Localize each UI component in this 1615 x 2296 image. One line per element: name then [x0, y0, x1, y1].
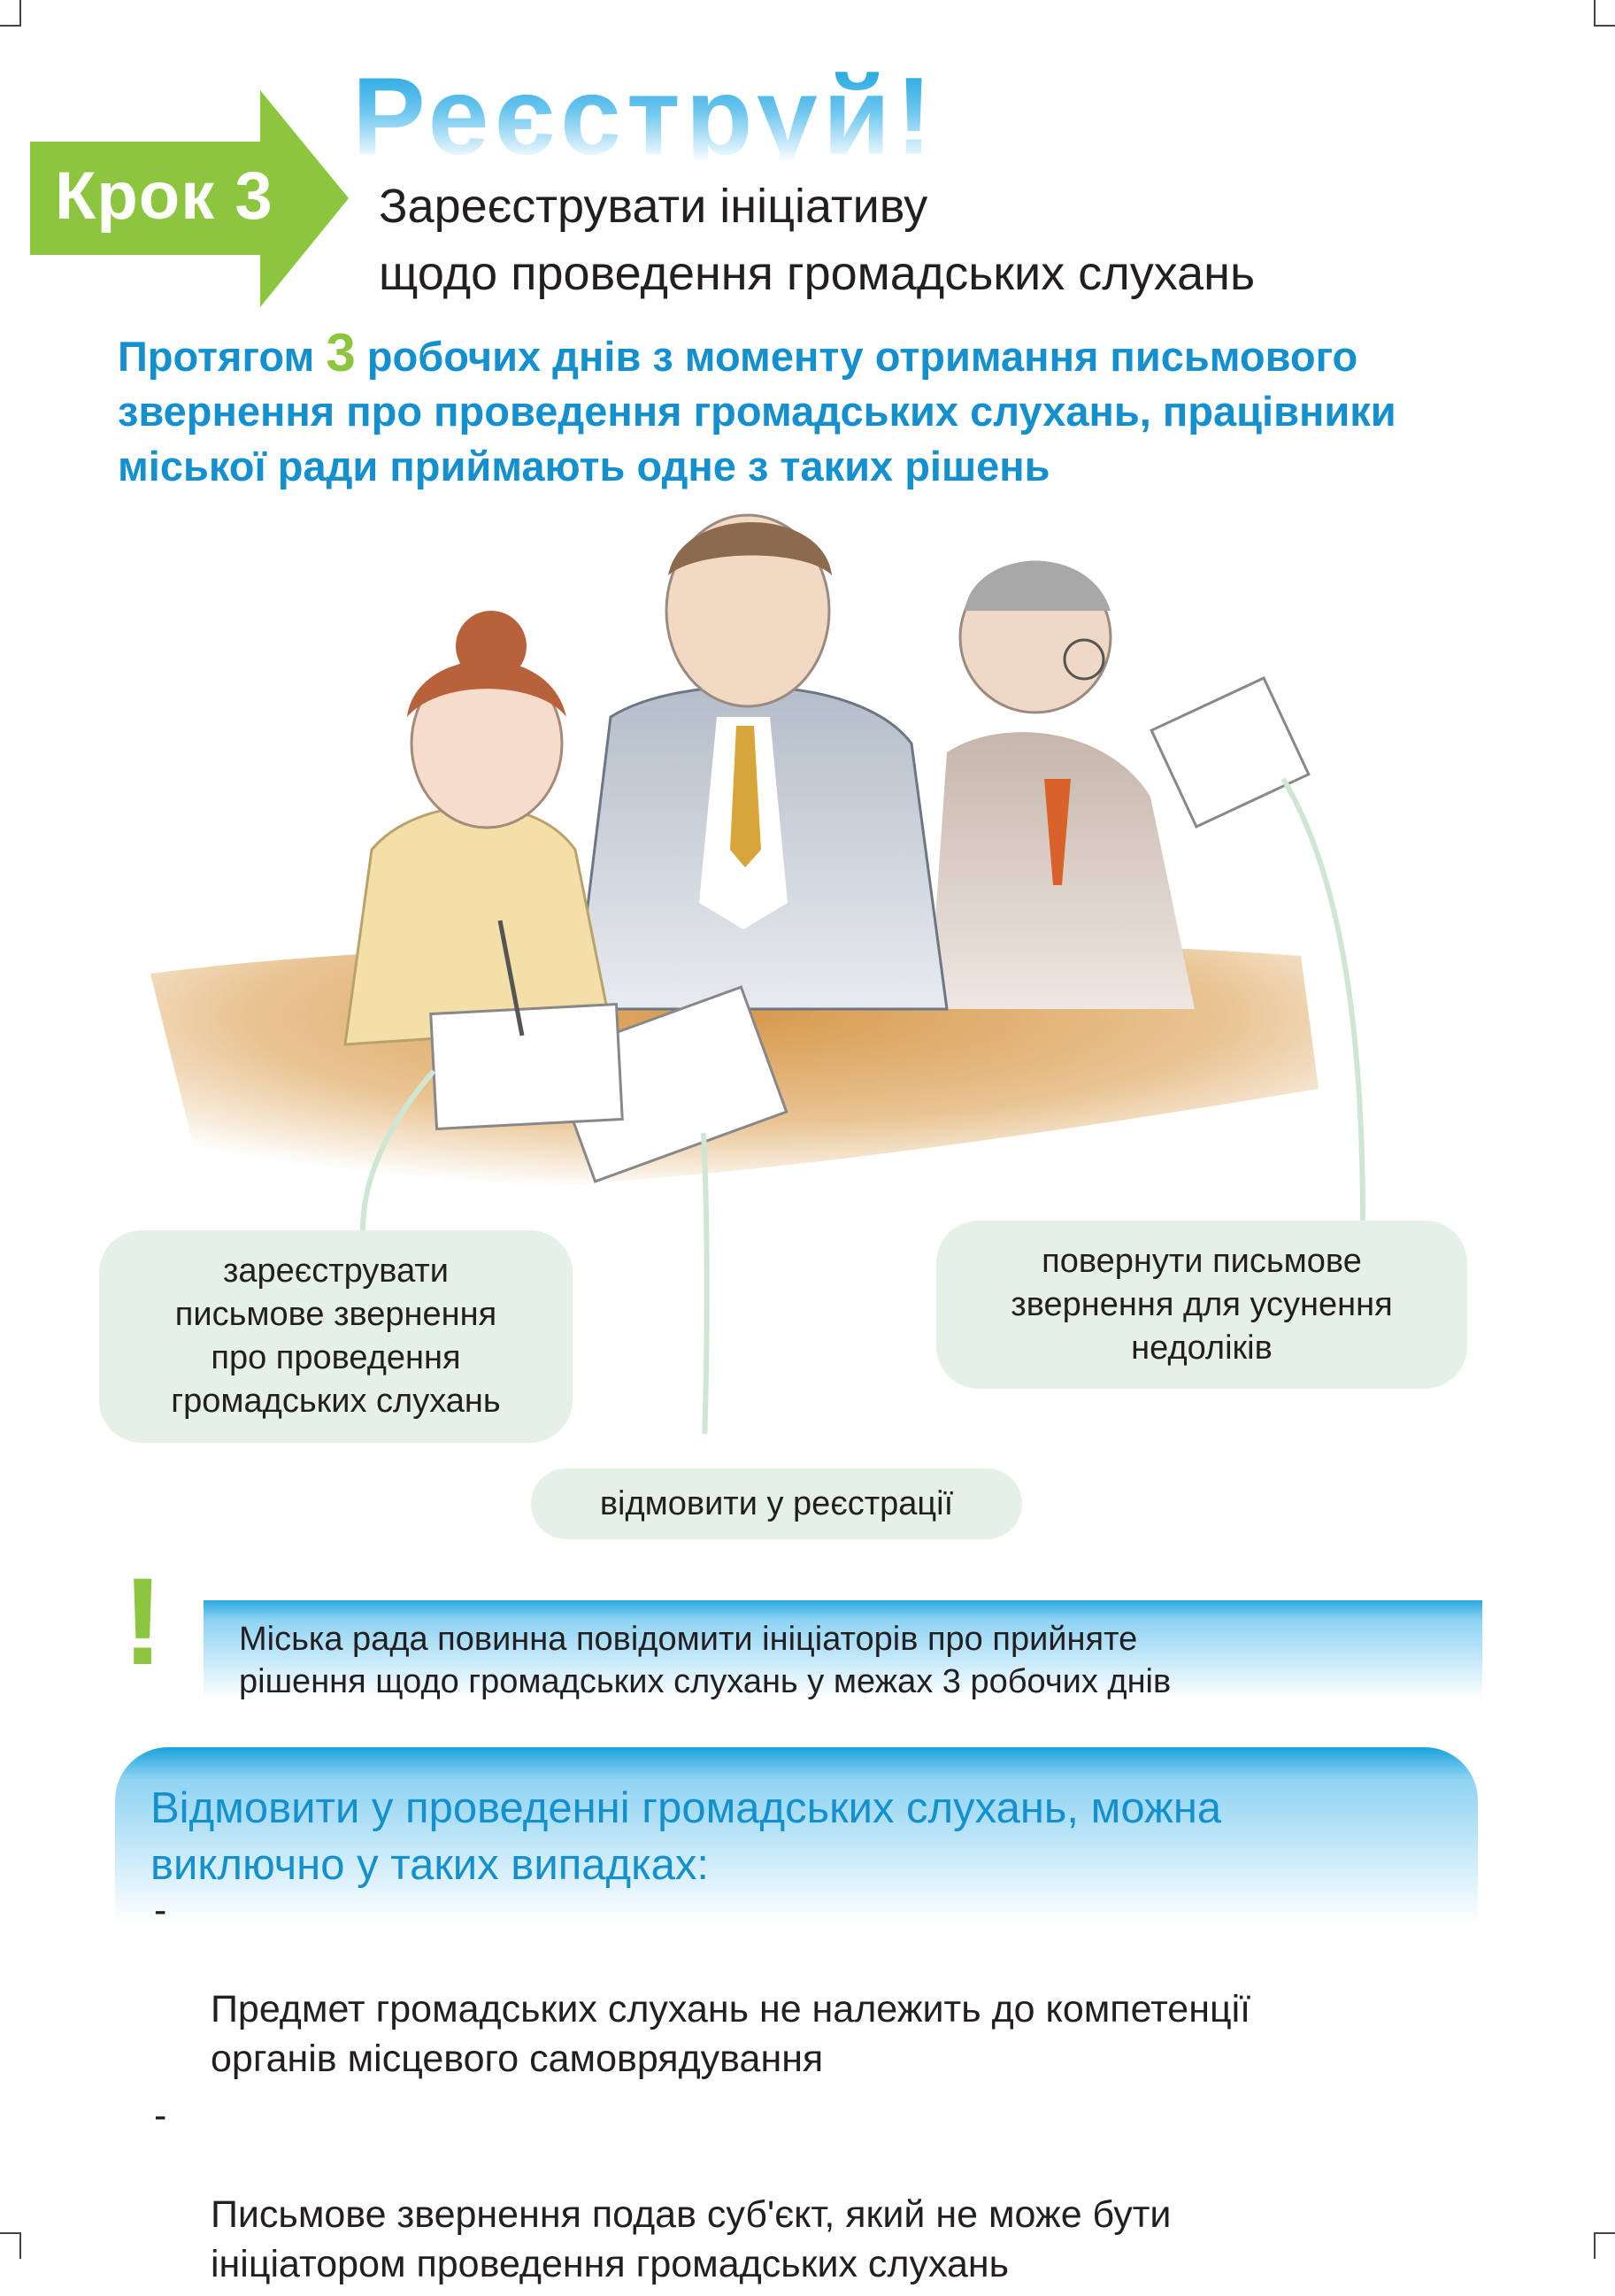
subtitle [379, 173, 1255, 307]
intro-paragraph [118, 323, 1551, 494]
bullet-dash: - [154, 2094, 167, 2137]
connector-refuse [704, 1133, 707, 1434]
refusal-cases-list [150, 1885, 1478, 2296]
exclamation-icon: ! [122, 1552, 164, 1691]
crop-mark-top-right [1594, 0, 1615, 27]
option-refuse-text: відмовити у реєстрації [599, 1484, 954, 1522]
notice-text: Міська рада повинна повідомити ініціаторів про прийняте рішення щодо громадських слухань у межах 3 робочих днів [239, 1621, 1172, 1700]
crop-mark-top-left [0, 0, 21, 27]
bullet-dash: - [154, 1889, 167, 1931]
right-clerk [929, 561, 1309, 1009]
list-item [150, 1885, 1478, 2084]
page-title: Реєструй! [352, 56, 938, 178]
intro-suffix: робочих днів з моменту отримання письмового звернення про проведення громадських слухань, працівники міської ради приймають одне з таких рішень [118, 333, 1396, 489]
intro-prefix: Протягом [118, 333, 327, 380]
crop-mark-bottom-left [0, 2232, 21, 2259]
intro-number: 3 [326, 323, 356, 382]
list-item [150, 2091, 1478, 2289]
subtitle-line-2: щодо проведення громадських слухань [379, 247, 1256, 300]
option-return-text: повернути письмове звернення для усунення недоліків [1011, 1242, 1393, 1367]
refusal-heading: Відмовити у проведенні громадських слухань, можна виключно у таких випадках: [150, 1784, 1222, 1889]
crop-mark-bottom-right [1594, 2232, 1615, 2259]
step-label: Крок 3 [55, 158, 273, 234]
option-refuse-bubble [531, 1468, 1022, 1539]
subtitle-line-1: Зареєструвати ініціативу [379, 180, 928, 233]
option-return-bubble [936, 1221, 1467, 1389]
case-text: Предмет громадських слухань не належить до компетенції органів місцевого самоврядування [211, 1988, 1251, 2080]
option-register-bubble [99, 1230, 573, 1443]
case-text: Письмове звернення подав суб'єкт, який не може бути ініціатором проведення громадських слухань [211, 2193, 1172, 2285]
option-register-text: зареєструвати письмове звернення про проведення громадських слухань [171, 1252, 501, 1420]
